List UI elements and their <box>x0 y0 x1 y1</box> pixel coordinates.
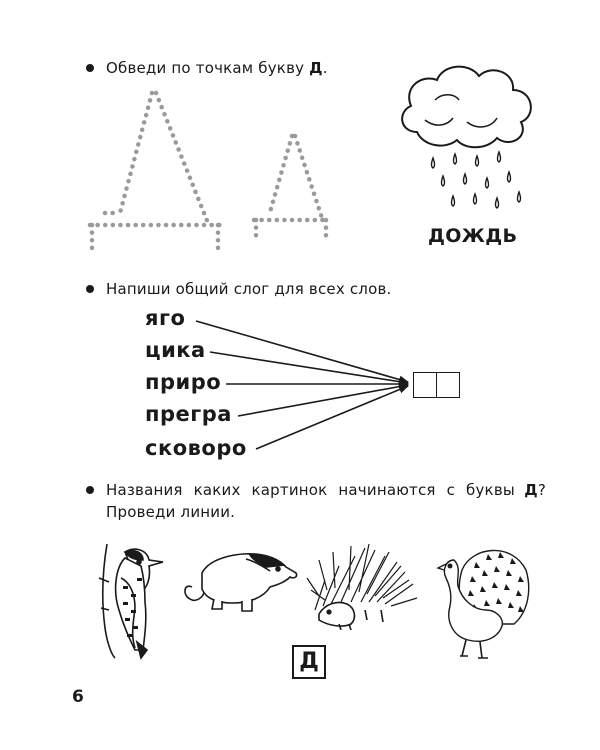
rain-word: ДОЖДЬ <box>428 225 518 247</box>
porcupine-picture[interactable] <box>305 540 420 630</box>
word-tsika: цика <box>145 338 206 362</box>
task1-instruction: Обведи по точкам букву Д. <box>106 59 328 77</box>
word-priro: приро <box>145 370 222 394</box>
arrow-line <box>196 321 408 382</box>
word-yago: яго <box>145 306 186 330</box>
woodpecker-picture[interactable] <box>85 538 170 660</box>
word-pregra: прегра <box>145 402 232 426</box>
page-number: 6 <box>72 687 84 707</box>
arrow-line <box>210 352 408 383</box>
syllable-cell-2[interactable] <box>436 372 460 398</box>
word-skovoro: сковоро <box>145 436 247 460</box>
task3-line2: Проведи линии. <box>106 503 236 521</box>
letter-d-box[interactable]: Д <box>292 645 326 679</box>
task1-letter: Д <box>309 59 323 77</box>
arrow-line <box>238 385 408 416</box>
arrow-line <box>256 386 408 449</box>
task2-instruction: Напиши общий слог для всех слов. <box>106 280 392 298</box>
task3-instruction: Названия каких картинок начинаются с буквы Д? Проведи линии. <box>106 481 546 521</box>
badger-picture[interactable] <box>180 543 300 615</box>
turkey-picture[interactable] <box>432 540 532 662</box>
syllable-cell-1[interactable] <box>413 372 437 398</box>
task3-bullet <box>86 486 94 494</box>
